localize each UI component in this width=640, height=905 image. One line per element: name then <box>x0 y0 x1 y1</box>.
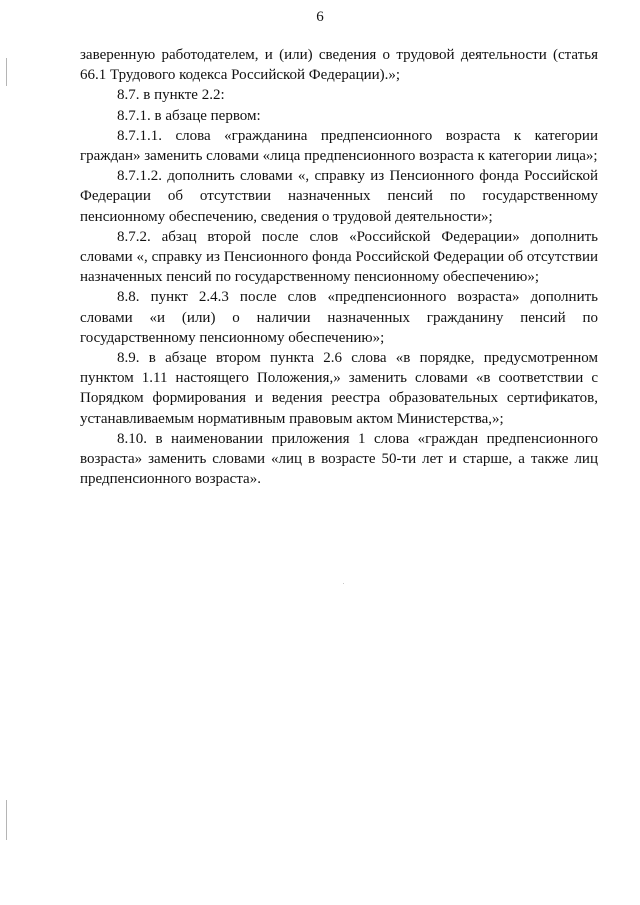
paragraph-item-8-7-1: 8.7.1. в абзаце первом: <box>117 107 261 124</box>
scan-edge-mark <box>6 800 7 840</box>
paragraph-item-8-9: 8.9. в абзаце втором пункта 2.6 слова «в порядке, предусмотренном пунктом 1.11 настоящего Положения,» заменить словами «в соответствии с Порядком формирования и ведения реестра образовательных сертификатов, устанавливаемым нормативным правовым актом Министерства,»; <box>80 350 598 427</box>
scan-speck <box>343 583 344 584</box>
scan-edge-mark <box>6 58 7 86</box>
paragraph-continuation: заверенную работодателем, и (или) сведения о трудовой деятельности (статья 66.1 Трудового кодекса Российской Федерации).»; <box>80 47 598 84</box>
paragraph-item-8-7: 8.7. в пункте 2.2: <box>117 87 225 104</box>
paragraph-item-8-7-1-2: 8.7.1.2. дополнить словами «, справку из Пенсионного фонда Российской Федерации об отсутствии назначенных пенсий по государственному пенсионному обеспечению, сведения о трудовой деятельности»; <box>80 168 598 225</box>
paragraph-item-8-7-2: 8.7.2. абзац второй после слов «Российской Федерации» дополнить словами «, справку из Пенсионного фонда Российской Федерации об отсутствии назначенных пенсий по государственному пенсионному обеспечению»; <box>80 228 598 286</box>
paragraph-item-8-7-1-1: 8.7.1.1. слова «гражданина предпенсионного возраста к категории граждан» заменить словами «лица предпенсионного возраста к категории лица»; <box>80 127 598 165</box>
document-body <box>80 45 598 489</box>
page-number: 6 <box>316 9 324 25</box>
paragraph-item-8-10: 8.10. в наименовании приложения 1 слова «граждан предпенсионного возраста» заменить словами «лиц в возрасте 50-ти лет и старше, а также лиц предпенсионного возраста». <box>80 430 598 488</box>
paragraph-item-8-8: 8.8. пункт 2.4.3 после слов «предпенсионного возраста» дополнить словами «и (или) о наличии назначенных гражданину пенсий по государственному пенсионному обеспечению»; <box>80 289 598 346</box>
